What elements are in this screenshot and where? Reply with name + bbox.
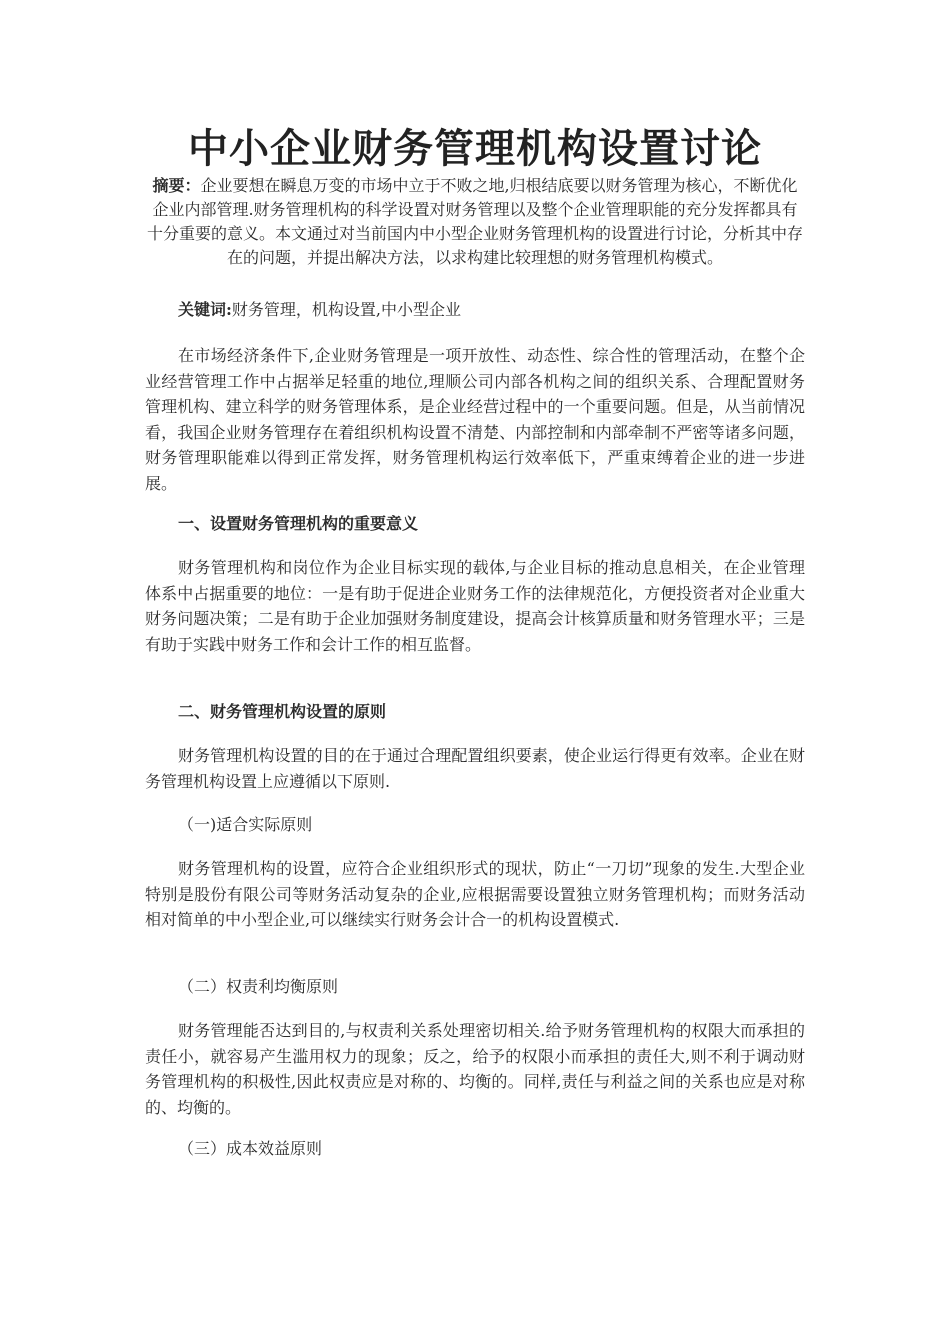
abstract-text: 企业要想在瞬息万变的市场中立于不败之地,归根结底要以财务管理为核心，不断优化企业内部管理.财务管理机构的科学设置对财务管理以及整个企业管理职能的充分发挥都具有十分重要的意义。本文通过对当前国内中小型企业财务管理机构的设置进行讨论，分析其中存在的问题，并提出解决方法，以求构建比较理想的财务管理机构模式。 — [146, 176, 803, 267]
intro-paragraph: 在市场经济条件下,企业财务管理是一项开放性、动态性、综合性的管理活动，在整个企业经营管理工作中占据举足轻重的地位,理顺公司内部各机构之间的组织关系、合理配置财务管理机构、建立科学的财务管理体系，是企业经营过程中的一个重要问题。但是，从当前情况看，我国企业财务管理存在着组织机构设置不清楚、内部控制和内部牵制不严密等诸多问题，财务管理职能难以得到正常发挥，财务管理机构运行效率低下，严重束缚着企业的进一步进展。 — [145, 346, 805, 493]
section-2-heading: 二、财务管理机构设置的原则 — [178, 702, 387, 721]
section-1-paragraph: 财务管理机构和岗位作为企业目标实现的载体,与企业目标的推动息息相关，在企业管理体系中占据重要的地位：一是有助于促进企业财务工作的法律规范化，方便投资者对企业重大财务问题决策；二是有助于企业加强财务制度建设，提高会计核算质量和财务管理水平；三是有助于实践中财务工作和会计工作的相互监督。 — [145, 558, 805, 654]
keywords — [178, 298, 461, 322]
keywords-label: 关键词: — [178, 300, 232, 319]
subsection-1-heading: （一)适合实际原则 — [178, 815, 313, 834]
document-title: 中小企业财务管理机构设置讨论 — [188, 125, 762, 172]
keywords-text: 财务管理，机构设置,中小型企业 — [231, 300, 462, 319]
subsection-2-paragraph: 财务管理能否达到目的,与权责利关系处理密切相关.给予财务管理机构的权限大而承担的责任小，就容易产生滥用权力的现象；反之，给予的权限小而承担的责任大,则不利于调动财务管理机构的积极性,因此权责应是对称的、均衡的。同样,责任与利益之间的关系也应是对称的、均衡的。 — [145, 1021, 805, 1117]
subsection-3-heading: （三）成本效益原则 — [178, 1139, 323, 1158]
abstract — [145, 174, 805, 270]
section-1-heading: 一、设置财务管理机构的重要意义 — [178, 514, 419, 533]
subsection-1-paragraph: 财务管理机构的设置，应符合企业组织形式的现状，防止“一刀切”现象的发生.大型企业特别是股份有限公司等财务活动复杂的企业,应根据需要设置独立财务管理机构；而财务活动相对简单的中小型企业,可以继续实行财务会计合一的机构设置模式. — [145, 859, 805, 929]
subsection-2-heading: （二）权责利均衡原则 — [178, 977, 339, 996]
section-2-paragraph: 财务管理机构设置的目的在于通过合理配置组织要素，使企业运行得更有效率。企业在财务管理机构设置上应遵循以下原则. — [145, 746, 805, 791]
abstract-label: 摘要： — [152, 176, 201, 195]
